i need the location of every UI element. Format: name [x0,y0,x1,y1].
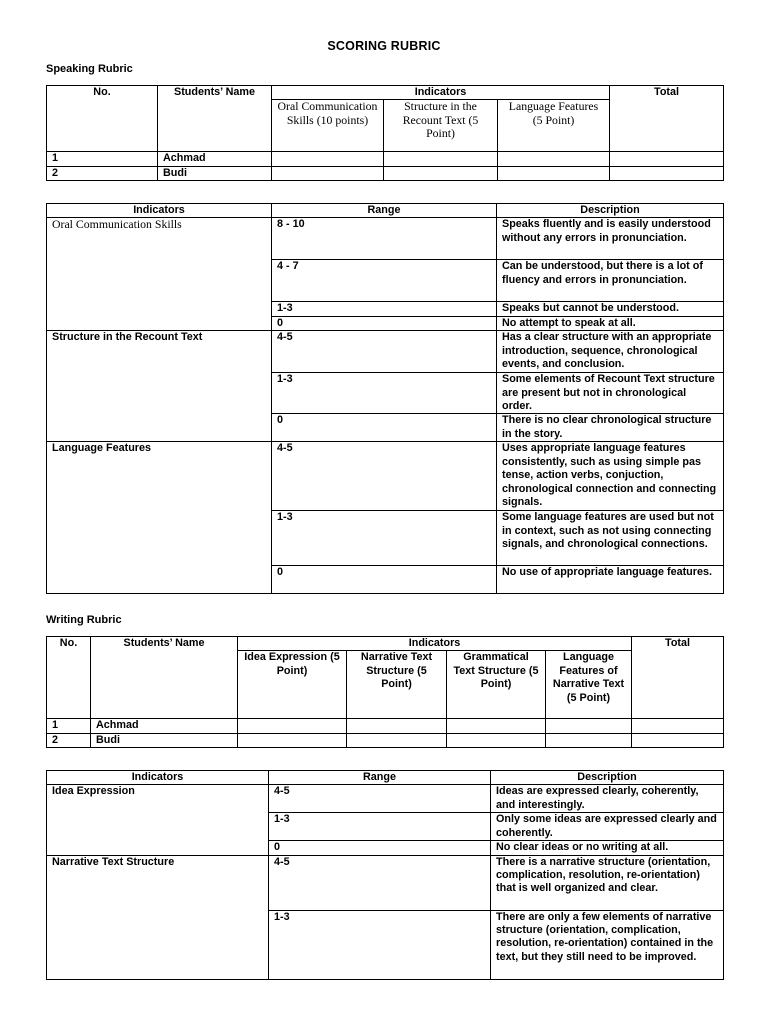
row-name: Achmad [91,719,238,733]
indicator-idea-expression: Idea Expression [47,785,269,855]
range-cell: 4-5 [272,442,497,511]
range-cell: 4-5 [272,331,497,373]
range-cell: 4 - 7 [272,260,497,302]
indicator-structure-recount: Structure in the Recount Text [47,331,272,442]
speaking-rubric-label: Speaking Rubric [46,63,133,75]
range-cell: 0 [269,841,491,855]
range-cell: 1-3 [272,511,497,566]
description-cell: There is a narrative structure (orientation, complication, resolution, re-orientation) that is well organized and clear. [491,855,724,910]
header-no: No. [47,86,158,152]
header-description: Description [497,204,724,218]
writing-score-table [46,636,724,748]
row-name: Budi [158,166,272,180]
description-cell: No use of appropriate language features. [497,566,724,594]
header-indicators: Indicators [47,771,269,785]
description-cell: Can be understood, but there is a lot of fluency and errors in pronunciation. [497,260,724,302]
header-idea-expression: Idea Expression (5 Point) [238,651,347,719]
page-title: SCORING RUBRIC [327,39,441,53]
header-total: Total [632,637,724,719]
header-language-features-narrative: Language Features of Narrative Text (5 Point) [546,651,632,719]
range-cell: 8 - 10 [272,218,497,260]
table-row [47,166,724,180]
description-cell: No attempt to speak at all. [497,316,724,330]
table-row [47,152,724,166]
header-narrative-structure: Narrative Text Structure (5 Point) [347,651,447,719]
row-no: 2 [47,733,91,747]
indicator-oral-communication: Oral Communication Skills [47,218,272,331]
table-row [47,733,724,747]
range-cell: 1-3 [272,302,497,316]
header-indicators: Indicators [47,204,272,218]
header-oral-communication: Oral Communication Skills (10 points) [272,100,384,152]
description-cell: Some elements of Recount Text structure are present but not in chronological order. [497,373,724,414]
description-cell: Has a clear structure with an appropriate introduction, sequence, chronological events, and conclusion. [497,331,724,373]
header-range: Range [269,771,491,785]
description-cell: Only some ideas are expressed clearly and coherently. [491,813,724,841]
row-no: 1 [47,719,91,733]
description-cell: Uses appropriate language features consistently, such as using simple pas tense, action verbs, conjuction, chronological connection and connecting signals. [497,442,724,511]
description-cell: Speaks but cannot be understood. [497,302,724,316]
description-cell: There is no clear chronological structure in the story. [497,414,724,442]
row-no: 1 [47,152,158,166]
range-cell: 1-3 [269,813,491,841]
indicator-narrative-structure: Narrative Text Structure [47,855,269,979]
speaking-criteria-table [46,203,724,594]
header-total: Total [610,86,724,152]
header-structure-recount: Structure in the Recount Text (5 Point) [384,100,498,152]
row-no: 2 [47,166,158,180]
description-cell: There are only a few elements of narrative structure (orientation, complication, resolution, re-orientation) contained in the text, but they still need to be improved. [491,910,724,979]
header-students-name: Students’ Name [158,86,272,152]
range-cell: 4-5 [269,855,491,910]
range-cell: 0 [272,414,497,442]
writing-rubric-label: Writing Rubric [46,614,122,626]
description-cell: Ideas are expressed clearly, coherently, and interestingly. [491,785,724,813]
range-cell: 0 [272,566,497,594]
table-row [47,719,724,733]
writing-criteria-table [46,770,724,980]
range-cell: 4-5 [269,785,491,813]
header-range: Range [272,204,497,218]
header-indicators: Indicators [238,637,632,651]
range-cell: 0 [272,316,497,330]
header-indicators: Indicators [272,86,610,100]
speaking-score-table [46,85,724,181]
description-cell: No clear ideas or no writing at all. [491,841,724,855]
description-cell: Some language features are used but not in context, such as not using connecting signals, and chronological connections. [497,511,724,566]
header-no: No. [47,637,91,719]
header-description: Description [491,771,724,785]
row-name: Achmad [158,152,272,166]
range-cell: 1-3 [269,910,491,979]
row-name: Budi [91,733,238,747]
header-grammatical-structure: Grammatical Text Structure (5 Point) [447,651,546,719]
header-students-name: Students’ Name [91,637,238,719]
description-cell: Speaks fluently and is easily understood without any errors in pronunciation. [497,218,724,260]
header-language-features: Language Features (5 Point) [498,100,610,152]
range-cell: 1-3 [272,373,497,414]
indicator-language-features: Language Features [47,442,272,594]
